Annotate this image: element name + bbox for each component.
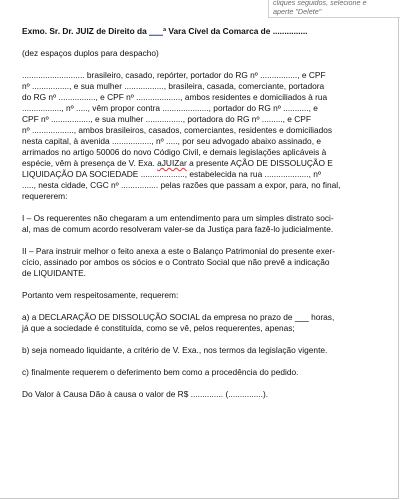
request-a-line bbox=[22, 312, 374, 323]
request-a-suffix: horas, bbox=[308, 312, 335, 322]
qualification-line bbox=[22, 158, 374, 169]
qualification-line: arrimados no artigo 50006 do novo Código Civil, e demais legislações aplicáveis à bbox=[22, 147, 327, 157]
document-body bbox=[22, 26, 374, 400]
document-heading bbox=[22, 26, 374, 37]
qualification-line-prefix: espécie, vêm à presença de V. Exa. bbox=[22, 158, 158, 168]
request-a-line: já que a sociedade é constituída, como se vê, pelos requerentes, apenas; bbox=[22, 323, 295, 333]
request-a-paragraph bbox=[22, 312, 374, 334]
qualification-line: ....., nesta cidade, CGC nº ................ pelas razões que passam a expor, para, no final, bbox=[22, 180, 341, 190]
request-c: c) finalmente requerem o deferimento bem como a procedência do pedido. bbox=[22, 367, 299, 377]
qualification-paragraph bbox=[22, 70, 374, 202]
qualification-line: CPF nº ................., e sua mulher ................, portadora do RG nº ........., e CPF bbox=[22, 114, 311, 124]
qualification-line: requererem: bbox=[22, 191, 68, 201]
requests-intro: Portanto vem respeitosamente, requerem: bbox=[22, 290, 179, 300]
qualification-line: nº ................, e sua mulher ................., brasileira, casada, comerciante, portadora bbox=[22, 81, 325, 91]
request-a-prefix: a) a DECLARAÇÃO DE DISSOLUÇÃO SOCIAL da empresa no prazo de bbox=[22, 312, 295, 322]
item-one-line: al, mas de comum acordo resolveram valer-se da Justiça para fazê-lo judicialmente. bbox=[22, 224, 334, 234]
qualification-line-suffix: a presente AÇÃO DE DISSOLUÇÃO E bbox=[186, 158, 333, 168]
tooltip-line-1: cliques seguidos, selecione e bbox=[273, 0, 367, 7]
item-two-line: II – Para instruir melhor o feito anexa a este o Balanço Patrimonial do presente exer- bbox=[22, 246, 336, 256]
qualification-line: ................., nº ....., vêm propor contra ...................., portador do RG nº ..........., e bbox=[22, 103, 318, 113]
qualification-line: LIQUIDAÇÃO DA SOCIEDADE ..................., estabelecida na rua ..................., nº bbox=[22, 169, 321, 179]
spacing-note: (dez espaços duplos para despacho) bbox=[22, 48, 159, 58]
case-value-line: Do Valor à Causa Dão à causa o valor de R$ .............. (...............). bbox=[22, 389, 269, 399]
misspelled-word: aJUIZar bbox=[157, 158, 187, 168]
heading-prefix: Exmo. Sr. Dr. JUIZ de Direito da bbox=[22, 26, 150, 36]
hours-blank-field[interactable]: ___ bbox=[294, 312, 309, 322]
heading-blank-field[interactable]: ___ bbox=[149, 26, 163, 36]
item-two-paragraph bbox=[22, 246, 374, 279]
qualification-line: ........................... brasileiro, casado, repórter, portador do RG nº ................, e CPF bbox=[22, 70, 326, 80]
item-two-line: cício, assinado por ambos os sócios e o Contrato Social que não prevê a indicação bbox=[22, 257, 330, 267]
heading-suffix: ª Vara Cível da Comarca de ............... bbox=[162, 26, 308, 36]
qualification-line: do RG nº ................, e CPF nº ..................., ambos residentes e domiciliados à rua bbox=[22, 92, 328, 102]
qualification-line: nº .................., ambos brasileiros, casados, comerciantes, residentes e domiciliados bbox=[22, 125, 333, 135]
item-two-line: de LIQUIDANTE. bbox=[22, 268, 86, 278]
item-one-paragraph bbox=[22, 213, 374, 235]
instruction-tooltip bbox=[268, 0, 400, 18]
tooltip-line-2: aperte "Delete" bbox=[273, 6, 322, 16]
qualification-line: nesta capital, à avenida ................., nº ....., por seu advogado abaixo assinado, e bbox=[22, 136, 321, 146]
request-b: b) seja nomeado liquidante, a critério de V. Exa., nos termos da legislação vigente. bbox=[22, 345, 328, 355]
item-one-line: I – Os requerentes não chegaram a um entendimento para um simples distrato soci- bbox=[22, 213, 334, 223]
